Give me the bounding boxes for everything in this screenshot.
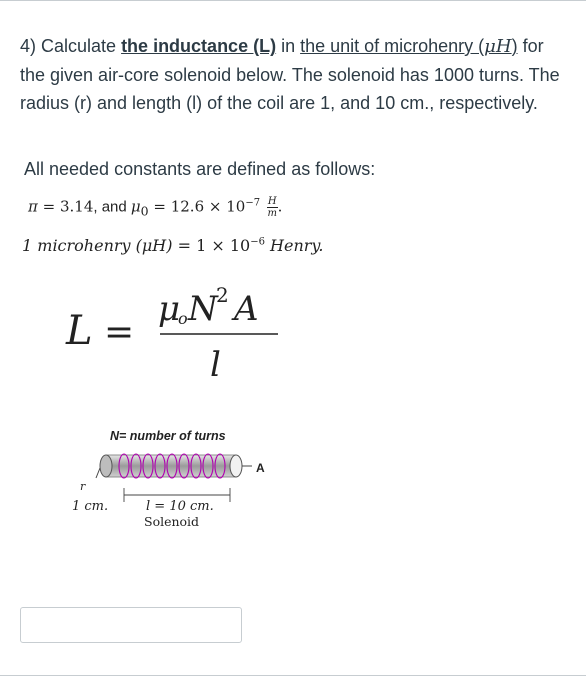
and-text: , and	[93, 198, 131, 216]
area-label: A	[256, 461, 265, 475]
equals-sign: =	[172, 236, 197, 255]
formula-mu-sub: o	[178, 309, 188, 328]
solenoid-svg	[60, 420, 280, 540]
unit-fraction	[267, 196, 278, 219]
equals-sign: =	[37, 197, 60, 216]
inductance-emphasis: the inductance (L)	[121, 36, 277, 56]
formula-equals: =	[104, 312, 135, 353]
turns-label: N= number of turns	[110, 429, 226, 443]
constants-heading: All needed constants are defined as follows:	[24, 159, 376, 179]
formula-N: N	[188, 289, 218, 329]
microhenry-definition	[22, 236, 323, 255]
diagram-caption: Solenoid	[144, 514, 200, 529]
formula-svg	[60, 282, 300, 382]
question-part: for the given air-core solenoid below. The solenoid has 1000 turns. The radius (r) and length (l) of the coil are 1, and 10 cm., respectively.	[20, 36, 560, 113]
mu0-value: 12.6 × 10	[170, 197, 246, 216]
unit-close: )	[511, 36, 518, 56]
question-text	[20, 32, 568, 117]
formula-denominator: l	[210, 345, 221, 382]
formula-lhs: L	[66, 308, 93, 354]
period: .	[277, 197, 283, 216]
unit-emphasis	[300, 36, 517, 56]
mu0-subscript: 0	[140, 203, 149, 219]
radius-symbol: r	[80, 480, 86, 493]
mu0-symbol: μ	[130, 197, 141, 216]
solenoid-diagram	[60, 420, 280, 540]
core-end-left	[100, 455, 112, 477]
top-divider	[0, 0, 586, 1]
formula-exponent: 2	[216, 283, 229, 307]
radius-pointer	[96, 468, 100, 478]
length-label: l = 10 cm.	[146, 499, 214, 514]
microhenry-exponent: −6	[250, 236, 265, 248]
unit-symbol: μH	[484, 36, 512, 57]
bottom-divider	[0, 675, 586, 676]
pi-value: 3.14	[59, 197, 94, 216]
unit-text: the unit of microhenry (	[300, 36, 485, 56]
question-part: in	[276, 36, 301, 56]
mu0-exponent: −7	[245, 197, 261, 209]
question-part: 4) Calculate	[20, 36, 122, 56]
formula-mu: μ	[158, 289, 181, 329]
henry-unit: Henry.	[264, 236, 324, 255]
pi-symbol: π	[28, 197, 38, 216]
formula-A: A	[234, 289, 259, 329]
inductance-formula	[60, 282, 300, 382]
radius-value: 1 cm.	[72, 499, 109, 514]
unit-denominator: m	[267, 208, 277, 219]
unit-numerator: H	[267, 196, 277, 207]
answer-input[interactable]	[20, 607, 242, 643]
microhenry-lhs: 1 microhenry (μH)	[22, 236, 173, 255]
constants-line	[28, 196, 282, 222]
equals-sign: =	[148, 197, 171, 216]
core-end-right	[230, 455, 242, 477]
microhenry-rhs: 1 × 10	[196, 236, 251, 255]
